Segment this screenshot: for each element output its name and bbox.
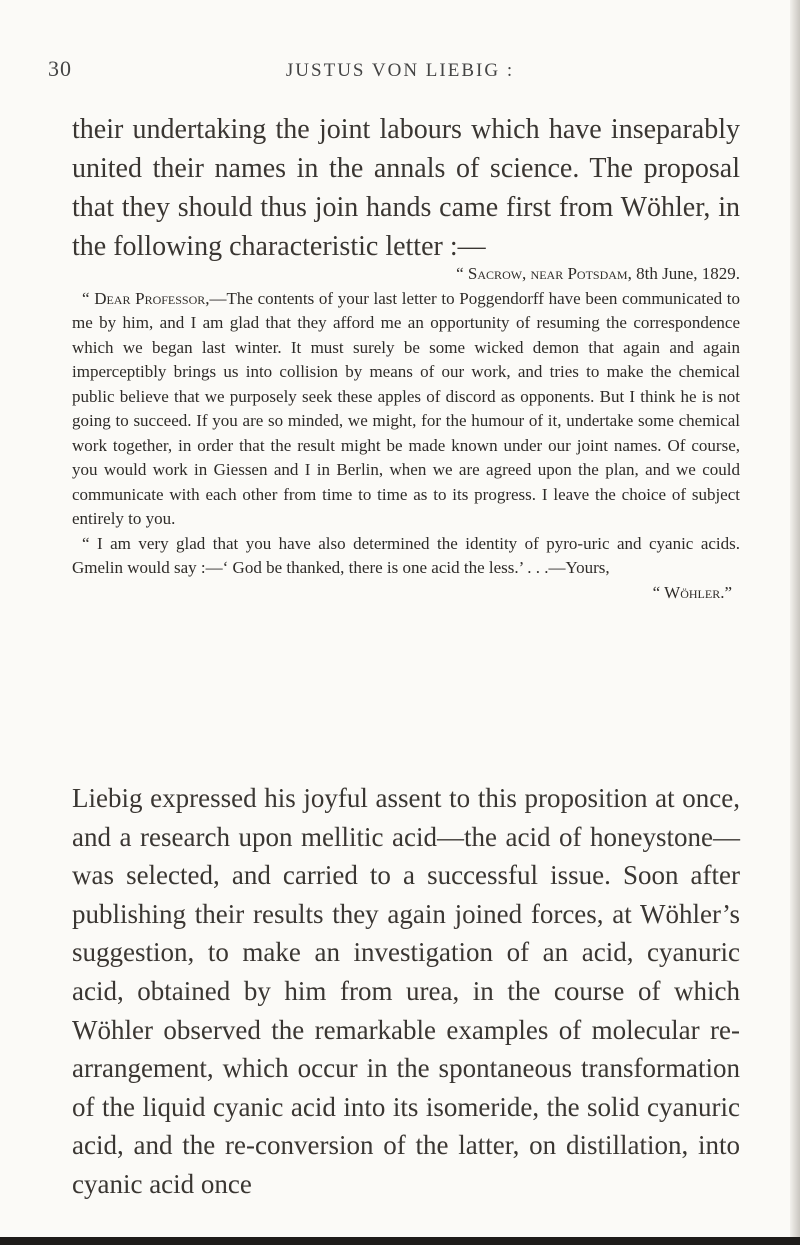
intro-paragraph xyxy=(72,110,740,266)
letter-paragraph-1-text: —The contents of your last letter to Poggendorff have been communicated to me by him, and I am glad that they afford me an opportunity of resuming the correspondence which we began last winter. It must surely be some wicked demon that again and again imperceptibly brings us into collision by means of our work, and tries to make the chemical public believe that we purposely seek these apples of discord as opponents. But I think he is not going to succeed. If you are so minded, we might, for the humour of it, undertake some chemical work together, in order that the result might be made known under our joint names. Of course, you would work in Giessen and I in Berlin, when we are agreed upon the plan, and we could communicate with each other from time to time as to its progress. I leave the choice of subject entirely to you. xyxy=(72,288,741,528)
page-edge-shadow xyxy=(790,0,800,1245)
letter-dateline xyxy=(72,262,740,287)
letter-signature: “ Wöhler.” xyxy=(652,582,732,602)
letter-paragraph-2: “ I am very glad that you have also determined the identity of pyro-uric and cyanic acids. Gmelin would say :—‘ God be thanked, there is one acid the less.’ . . .—Yours, xyxy=(72,533,740,577)
letter-dateline-date: 8th June, 1829. xyxy=(631,264,740,283)
page-number: 30 xyxy=(48,56,72,81)
intro-text: their undertaking the joint labours which have inseparably united their names in the annals of science. The proposal that they should thus join hands came first from Wöhler, in the following characteristic letter :— xyxy=(72,114,740,262)
page-header xyxy=(0,56,800,96)
letter-dateline-place: “ Sacrow, near Potsdam, xyxy=(456,264,632,283)
quoted-letter xyxy=(72,262,740,605)
body-paragraph xyxy=(72,779,740,1204)
body-paragraph-text: Liebig expressed his joyful assent to this proposition at once, and a research upon mellitic acid—the acid of honeystone—was selected, and carried to a successful issue. Soon after publishing their results they again joined forces, at Wöhler’s suggestion, to make an investigation of an acid, cyanuric acid, obtained by him from urea, in the course of which Wöhler observed the remarkable examples of molecular re-arrangement, which occur in the spontaneous transformation of the liquid cyanic acid into its isomeride, the solid cyanuric acid, and the re-conversion of the latter, on distillation, into cyanic acid once xyxy=(72,783,740,1199)
letter-paragraph-1 xyxy=(72,287,740,532)
page-bottom-border xyxy=(0,1237,800,1245)
letter-salutation: “ Dear Professor, xyxy=(82,288,210,308)
running-head: JUSTUS VON LIEBIG : xyxy=(285,60,515,81)
